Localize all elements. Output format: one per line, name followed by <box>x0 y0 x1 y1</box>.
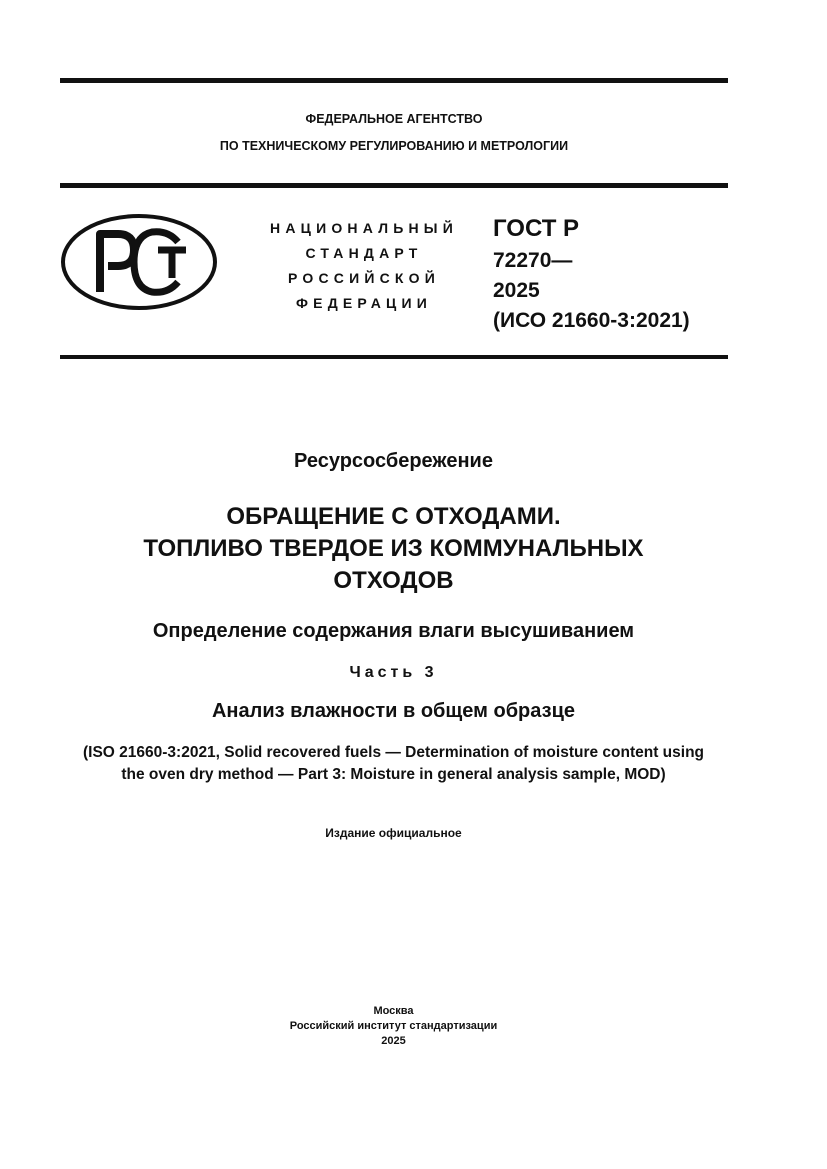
designation-line-4: (ИСО 21660-3:2021) <box>493 309 690 332</box>
main-title-line-1: ОБРАЩЕНИЕ С ОТХОДАМИ. <box>226 503 561 530</box>
standard-designation <box>493 212 733 336</box>
rst-emblem-icon <box>60 212 218 312</box>
publisher-block <box>40 1004 747 1049</box>
publisher-city: Москва <box>373 1005 414 1017</box>
part-title: Анализ влажности в общем образце <box>211 700 575 722</box>
iso-reference <box>40 742 747 786</box>
edition-label: Издание официальное <box>325 826 462 840</box>
national-standard-block <box>244 216 484 316</box>
main-title <box>40 501 747 597</box>
national-standard-line-2: СТАНДАРТ <box>305 245 423 261</box>
part-number: Часть 3 <box>349 664 438 681</box>
subtitle: Определение содержания влаги высушиванием <box>152 620 635 642</box>
title-divider <box>60 355 728 359</box>
national-standard-line-3: РОССИЙСКОЙ <box>288 270 440 286</box>
publisher-year: 2025 <box>381 1035 406 1047</box>
main-title-line-2: ТОПЛИВО ТВЕРДОЕ ИЗ КОММУНАЛЬНЫХ <box>143 535 644 562</box>
top-rule <box>60 78 728 83</box>
national-standard-line-1: НАЦИОНАЛЬНЫЙ <box>270 220 458 236</box>
iso-reference-line-2: the oven dry method — Part 3: Moisture in general analysis sample, MOD) <box>121 766 666 783</box>
iso-reference-line-1: (ISO 21660-3:2021, Solid recovered fuels — Determination of moisture content using <box>82 744 705 761</box>
publisher-institute: Российский институт стандартизации <box>289 1020 498 1032</box>
header-divider <box>60 183 728 188</box>
designation-line-3: 2025 <box>493 279 540 302</box>
national-standard-line-4: ФЕДЕРАЦИИ <box>296 295 432 311</box>
designation-line-1: ГОСТ Р <box>493 215 580 242</box>
main-title-line-3: ОТХОДОВ <box>333 567 454 594</box>
designation-line-2: 72270— <box>493 249 573 272</box>
agency-line-2: ПО ТЕХНИЧЕСКОМУ РЕГУЛИРОВАНИЮ И МЕТРОЛОГИИ <box>219 139 569 153</box>
agency-line-1: ФЕДЕРАЛЬНОЕ АГЕНТСТВО <box>305 112 483 126</box>
category-heading: Ресурсосбережение <box>294 450 493 472</box>
